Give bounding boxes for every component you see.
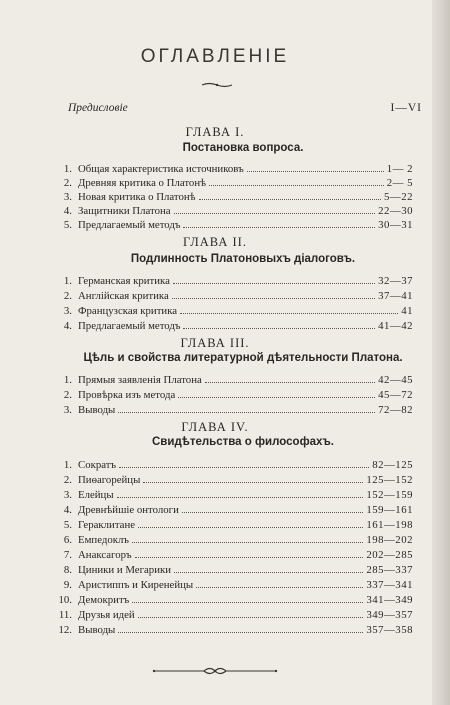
toc-row <box>52 302 413 316</box>
toc-row-pages: 72—82 <box>378 404 413 416</box>
preface-label: Предисловіе <box>68 102 128 114</box>
toc-row-pages: 37—41 <box>378 290 413 302</box>
chapter-2-title: Подлинность Платоновыхъ діалоговъ. <box>130 253 356 265</box>
dot-leader <box>199 188 381 200</box>
dot-leader <box>247 160 384 172</box>
dot-leader <box>118 621 363 633</box>
dot-leader <box>118 401 375 413</box>
toc-row-text: Пиѳагорейцы <box>78 474 141 486</box>
toc-row-text: Древнѣйшіе онтологи <box>78 504 179 516</box>
toc-row-number: 12. <box>58 624 72 636</box>
toc-row-text: Прямыя заявленія Платона <box>78 374 202 386</box>
toc-row-pages: 30—31 <box>378 219 413 231</box>
toc-row-number: 8. <box>63 564 72 576</box>
toc-row <box>52 471 413 485</box>
toc-row <box>52 287 413 301</box>
toc-row <box>52 501 413 515</box>
chapter-3-title: Цѣль и свойства литературной дѣятельности Платона. <box>83 352 403 364</box>
toc-row-number: 4. <box>63 320 72 332</box>
toc-row <box>52 456 413 470</box>
toc-row-pages: 341—349 <box>366 594 413 606</box>
toc-row-pages: 5—22 <box>384 191 413 203</box>
dot-leader <box>205 371 375 383</box>
toc-row-number: 5. <box>63 219 72 231</box>
dot-leader <box>183 317 375 329</box>
toc-row-text: Друзья идей <box>78 609 135 621</box>
dot-leader <box>173 272 375 284</box>
toc-row-number: 3. <box>63 191 72 203</box>
toc-row <box>52 606 413 620</box>
chapter-4-title: Свидѣтельства о философахъ. <box>152 436 334 448</box>
toc-row-pages: 22—30 <box>378 205 413 217</box>
preface-entry <box>68 102 422 118</box>
toc-row-text: Анаксагоръ <box>78 549 132 561</box>
toc-row <box>52 174 413 188</box>
toc-row-number: 7. <box>63 549 72 561</box>
dot-leader <box>119 456 369 468</box>
toc-row-pages: 357—358 <box>366 624 413 636</box>
chapter-3-label: ГЛАВА III. <box>180 336 250 350</box>
toc-row-pages: 202—285 <box>366 549 413 561</box>
toc-row <box>52 202 413 216</box>
toc-row-number: 1. <box>63 459 72 471</box>
toc-row-number: 6. <box>63 534 72 546</box>
toc-row-number: 10. <box>58 594 72 606</box>
page-title: ОГЛАВЛЕНІЕ <box>140 46 290 67</box>
toc-row <box>52 531 413 545</box>
toc-row-number: 1. <box>63 163 72 175</box>
toc-row <box>52 386 413 400</box>
toc-row-text: Циники и Мегарики <box>78 564 172 576</box>
toc-row-number: 2. <box>63 474 72 486</box>
dot-leader <box>172 287 375 299</box>
toc-row-pages: 32—37 <box>378 275 413 287</box>
toc-row <box>52 621 413 635</box>
chapter-4-label: ГЛАВА IV. <box>181 420 249 434</box>
toc-row-text: Демокритъ <box>78 594 130 606</box>
toc-row-text: Выводы <box>78 404 116 416</box>
dot-leader <box>138 516 363 528</box>
toc-row-pages: 82—125 <box>372 459 413 471</box>
toc-row-pages: 2— 5 <box>386 177 413 189</box>
chapter-1-label: ГЛАВА I. <box>185 125 245 139</box>
toc-row-text: Древняя критика о Платонѣ <box>78 177 206 189</box>
toc-row-pages: 161—198 <box>366 519 413 531</box>
dot-leader <box>209 174 384 186</box>
dot-leader <box>143 471 363 483</box>
toc-row <box>52 317 413 331</box>
toc-row-pages: 198—202 <box>366 534 413 546</box>
toc-row <box>52 160 413 174</box>
toc-row <box>52 486 413 500</box>
toc-row <box>52 216 413 230</box>
toc-row <box>52 591 413 605</box>
toc-row <box>52 576 413 590</box>
toc-row-text: Гераклитане <box>78 519 136 531</box>
dot-leader <box>132 531 363 543</box>
toc-row-pages: 152—159 <box>366 489 413 501</box>
bottom-ornament-icon <box>150 665 280 677</box>
toc-row-text: Елейцы <box>78 489 114 501</box>
toc-row-text: Французская критика <box>78 305 178 317</box>
toc-row <box>52 516 413 530</box>
toc-row-text: Предлагаемый методъ <box>78 320 181 332</box>
title-ornament-icon <box>200 81 234 89</box>
dot-leader <box>117 486 364 498</box>
toc-row-text: Предлагаемый методъ <box>78 219 181 231</box>
chapter-2-label: ГЛАВА II. <box>183 235 247 249</box>
toc-row-number: 3. <box>63 489 72 501</box>
toc-row <box>52 188 413 202</box>
dot-leader <box>180 302 398 314</box>
toc-row-number: 2. <box>63 177 72 189</box>
dot-leader <box>178 386 375 398</box>
toc-row-text: Новая критика о Платонѣ <box>78 191 196 203</box>
toc-row <box>52 401 413 415</box>
toc-row-number: 9. <box>63 579 72 591</box>
toc-row-number: 2. <box>63 389 72 401</box>
toc-row-number: 11. <box>58 609 72 621</box>
toc-row <box>52 546 413 560</box>
dot-leader <box>183 216 375 228</box>
toc-row-pages: 159—161 <box>366 504 413 516</box>
toc-row-number: 4. <box>63 205 72 217</box>
toc-row-text: Англійская критика <box>78 290 169 302</box>
toc-row-pages: 349—357 <box>366 609 413 621</box>
toc-row-number: 1. <box>63 275 72 287</box>
toc-row <box>52 561 413 575</box>
dot-leader <box>182 501 363 513</box>
toc-row-pages: 337—341 <box>366 579 413 591</box>
toc-row-pages: 42—45 <box>378 374 413 386</box>
toc-row-text: Общая характеристика источниковъ <box>78 163 244 175</box>
dot-leader <box>132 591 363 603</box>
dot-leader <box>196 576 363 588</box>
toc-row-number: 1. <box>63 374 72 386</box>
toc-row-text: Защитники Платона <box>78 205 171 217</box>
page-edge <box>432 0 450 705</box>
toc-row-text: Аристиппъ и Киренейцы <box>78 579 194 591</box>
toc-row-text: Германская критика <box>78 275 170 287</box>
toc-row-number: 4. <box>63 504 72 516</box>
toc-row-text: Сократъ <box>78 459 117 471</box>
dot-leader <box>174 202 376 214</box>
toc-row <box>52 371 413 385</box>
toc-row-pages: 1— 2 <box>386 163 413 175</box>
toc-row-text: Провѣрка изъ метода <box>78 389 176 401</box>
toc-row-pages: 285—337 <box>366 564 413 576</box>
toc-row-pages: 125—152 <box>366 474 413 486</box>
toc-row-number: 3. <box>63 305 72 317</box>
toc-row-text: Выводы <box>78 624 116 636</box>
toc-row-pages: 41—42 <box>378 320 413 332</box>
dot-leader <box>135 546 364 558</box>
chapter-1-title: Постановка вопроса. <box>182 142 304 154</box>
toc-row <box>52 272 413 286</box>
toc-row-text: Емпедоклъ <box>78 534 129 546</box>
toc-row-number: 2. <box>63 290 72 302</box>
dot-leader <box>138 606 364 618</box>
toc-row-number: 5. <box>63 519 72 531</box>
toc-row-pages: 45—72 <box>378 389 413 401</box>
toc-row-number: 3. <box>63 404 72 416</box>
preface-pages: I—VI <box>390 102 422 114</box>
toc-row-pages: 41 <box>401 305 413 317</box>
dot-leader <box>174 561 363 573</box>
